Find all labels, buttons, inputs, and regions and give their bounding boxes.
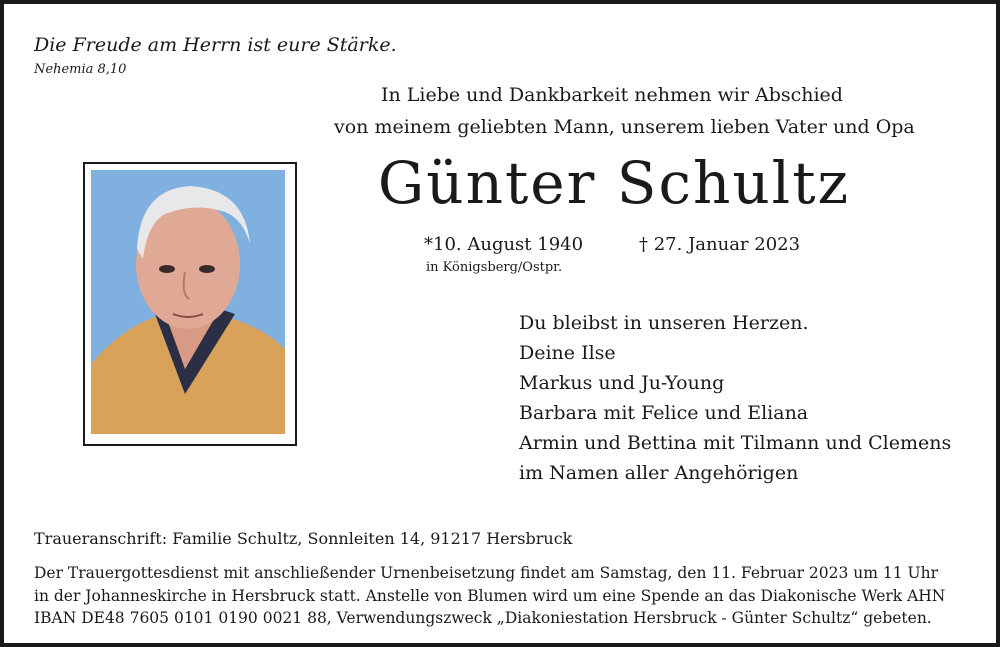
bible-verse: Die Freude am Herrn ist eure Stärke. [34, 34, 397, 56]
portrait-photo [83, 162, 297, 446]
service-line: Der Trauergottesdienst mit anschließender Urnenbeisetzung findet am Samstag, den 11. Februar 2023 um 11 Uhr [34, 564, 938, 582]
portrait-image [85, 164, 291, 440]
birth-date: *10. August 1940 [424, 234, 584, 255]
mourner-line: Barbara mit Felice und Eliana [519, 402, 809, 424]
deceased-name: Günter Schultz [377, 149, 851, 217]
service-line: in der Johanneskirche in Hersbruck statt. Anstelle von Blumen wird um eine Spende an das Diakonische Werk AHN [34, 586, 946, 605]
mourner-line: Du bleibst in unseren Herzen. [519, 312, 809, 334]
service-line: IBAN DE48 7605 0101 0190 0021 88, Verwendungszweck „Diakoniestation Hersbruck - Günter Schultz“ gebeten. [34, 609, 932, 627]
death-date: † 27. Januar 2023 [639, 234, 801, 255]
funeral-service-info [34, 562, 969, 630]
mourner-line: Markus und Ju-Young [519, 372, 725, 394]
birth-place: in Königsberg/Ostpr. [426, 260, 563, 275]
mourner-line: Deine Ilse [519, 342, 616, 364]
mourner-line: im Namen aller Angehörigen [519, 462, 799, 484]
mourning-address: Traueranschrift: Familie Schultz, Sonnleiten 14, 91217 Hersbruck [34, 529, 573, 548]
mourners-list [519, 308, 979, 488]
farewell-intro-line-2: von meinem geliebten Mann, unserem lieben Vater und Opa [334, 116, 915, 138]
bible-verse-reference: Nehemia 8,10 [34, 62, 127, 77]
mourner-line: Armin und Bettina mit Tilmann und Clemens [519, 432, 952, 454]
farewell-intro-line-1: In Liebe und Dankbarkeit nehmen wir Abschied [381, 84, 843, 106]
